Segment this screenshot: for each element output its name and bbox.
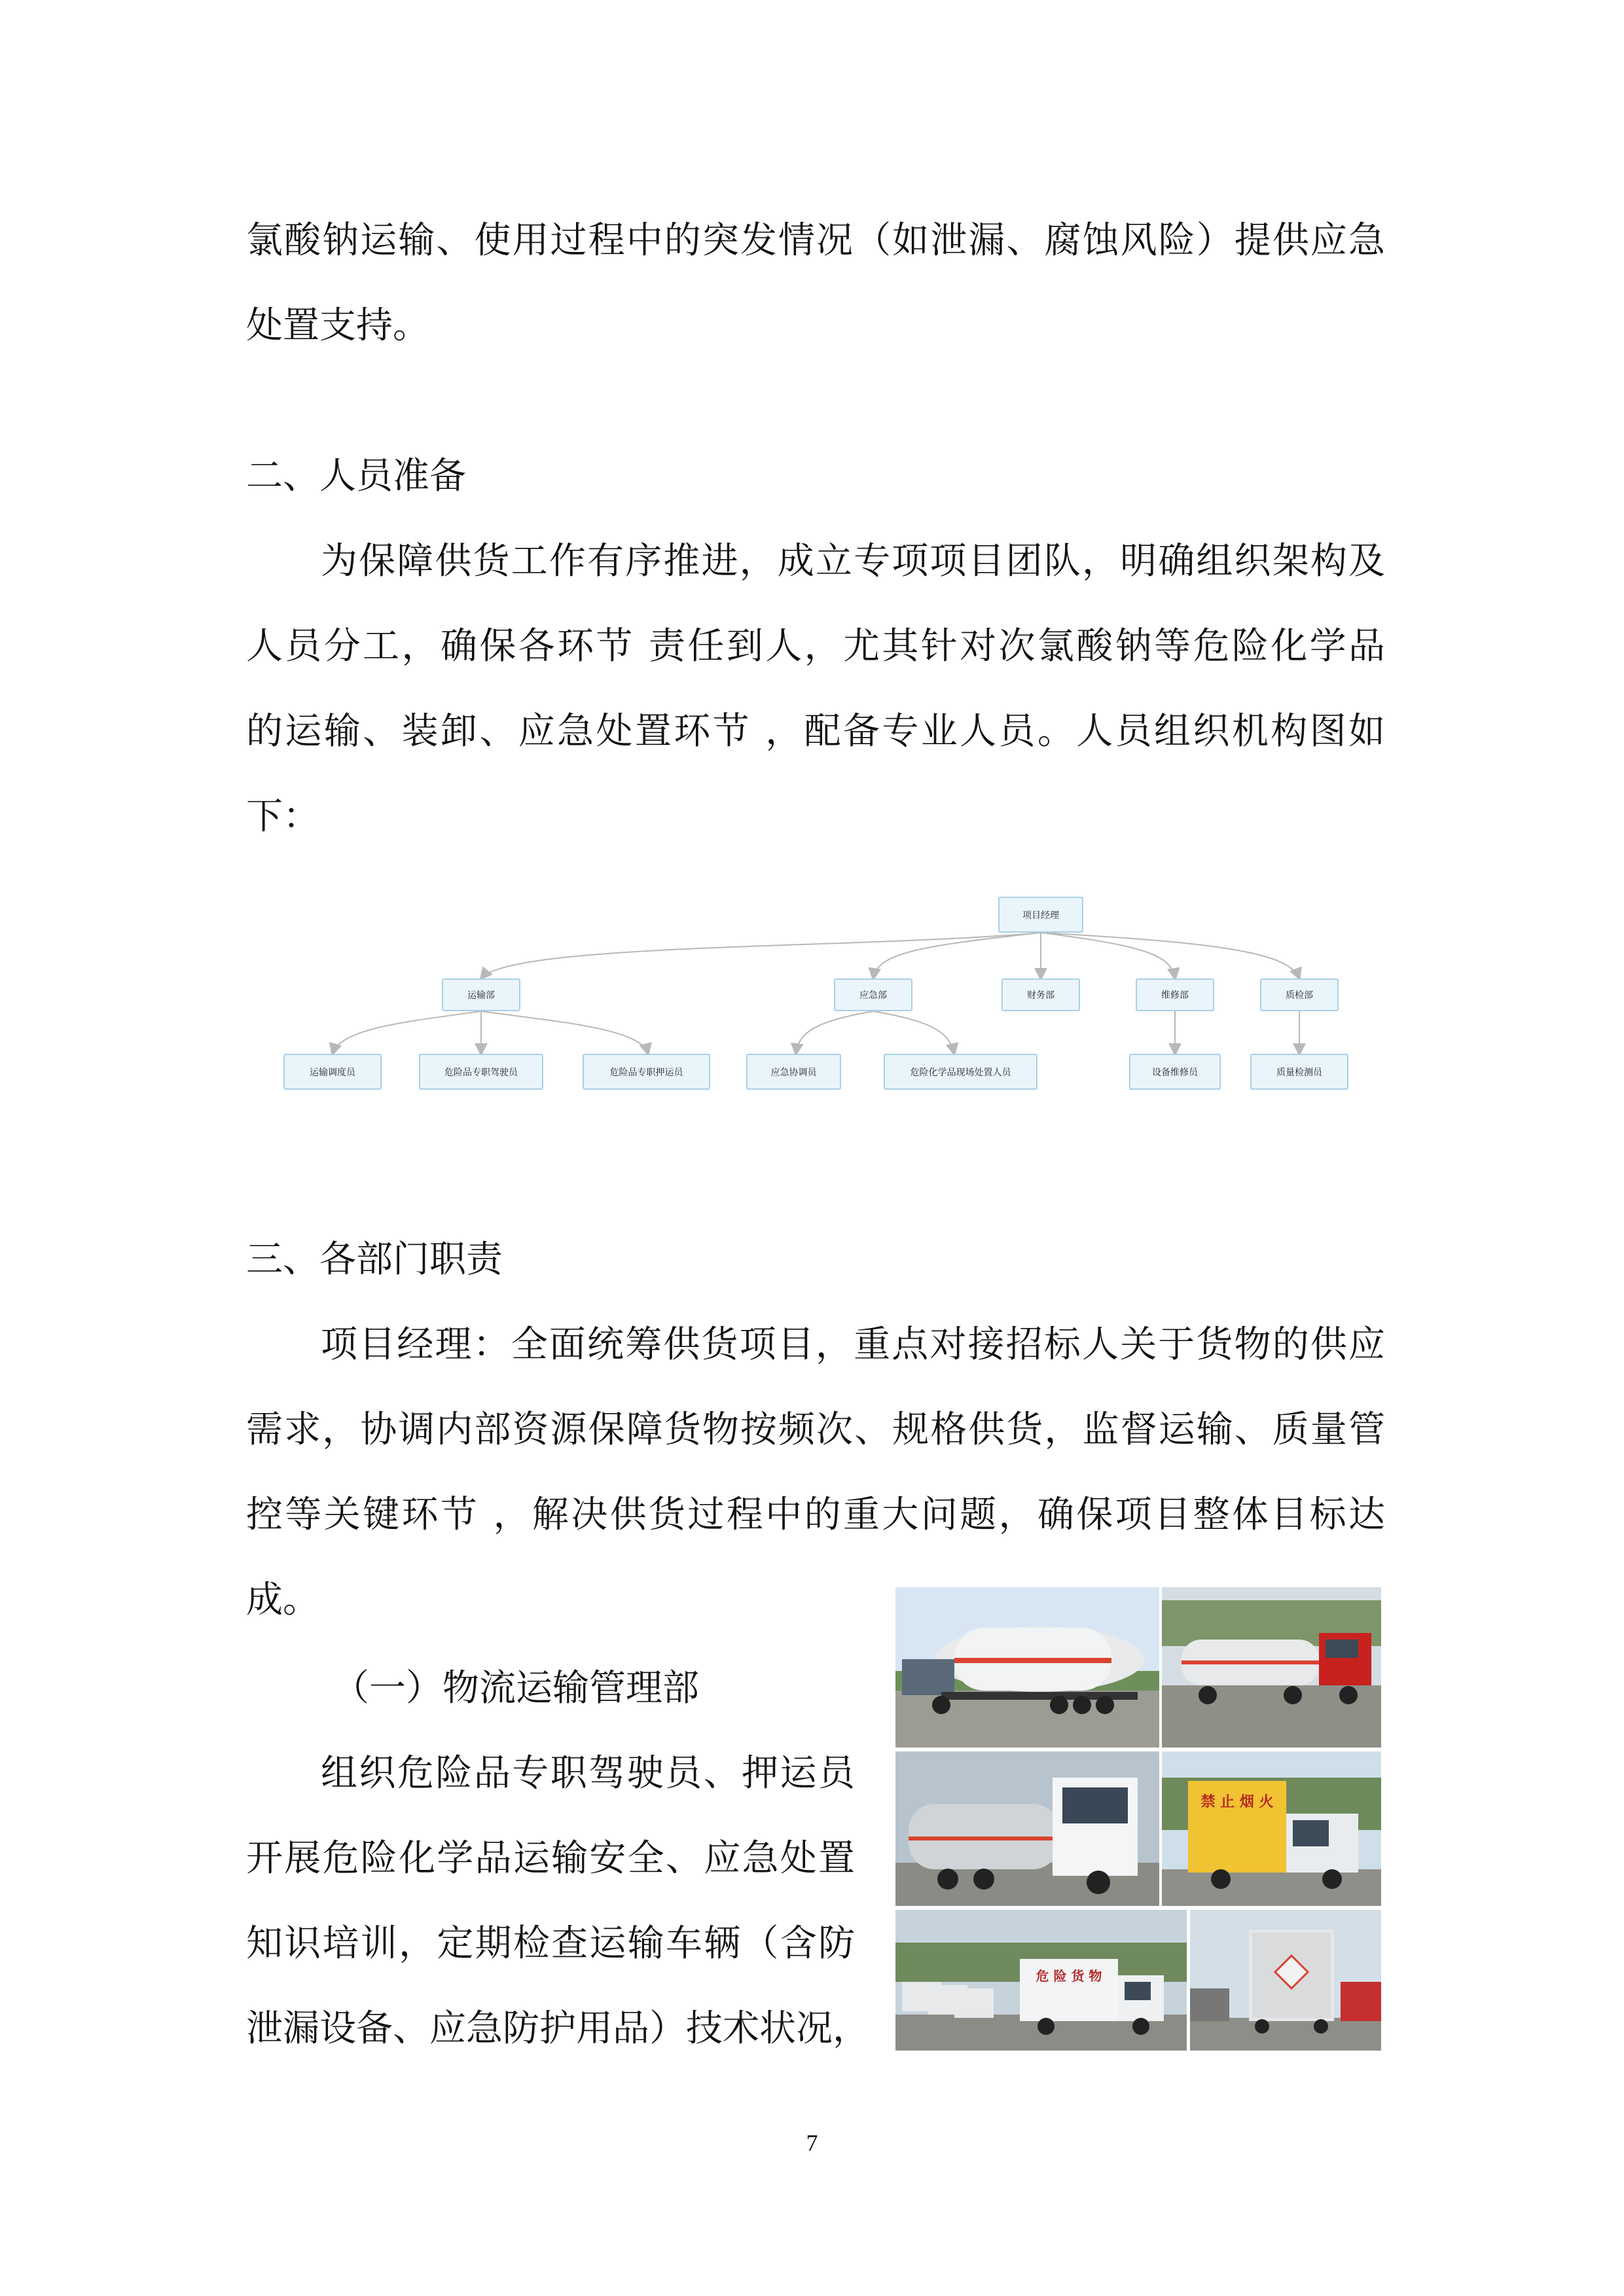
hazard-box-truck-photo — [1162, 1751, 1381, 1906]
paragraph-line: 控等关键环节 ，解决供货过程中的重大问题，确保项目整体目标达 — [246, 1494, 1385, 1536]
paragraph-line: 氯酸钠运输、使用过程中的突发情况（如泄漏、腐蚀风险）提供应急 — [246, 219, 1385, 262]
box-truck-rear-photo — [1190, 1910, 1381, 2051]
paragraph-line: 下： — [246, 795, 319, 838]
org-node-department: 质检部 — [1260, 978, 1339, 1011]
box-truck-fleet-photo — [895, 1910, 1187, 2051]
org-node-root: 项目经理 — [998, 897, 1083, 933]
truck-sign: 危 险 货 物 — [1036, 1968, 1102, 1984]
tanker-truck-white-photo — [895, 1751, 1159, 1906]
truck-sign: 禁 止 烟 火 — [1200, 1794, 1274, 1810]
org-chart-connectors — [268, 890, 1381, 1126]
tanker-truck-red-photo — [1162, 1587, 1381, 1748]
paragraph-line: 项目经理：全面统筹供货项目，重点对接招标人关于货物的供应 — [321, 1323, 1385, 1366]
org-node-staff: 危险化学品现场处置人员 — [884, 1054, 1038, 1090]
paragraph-line: 人员分工，确保各环节 责任到人，尤其针对次氯酸钠等危险化学品 — [246, 625, 1385, 668]
paragraph-line: 成。 — [246, 1579, 319, 1621]
org-node-department: 运输部 — [442, 978, 520, 1011]
paragraph-line: 为保障供货工作有序推进，成立专项项目团队，明确组织架构及 — [321, 540, 1385, 583]
paragraph-line: 知识培训，定期检查运输车辆（含防 — [246, 1922, 855, 1965]
paragraph-line: 组织危险品专职驾驶员、押运员 — [321, 1752, 855, 1795]
org-node-staff: 质量检测员 — [1250, 1054, 1348, 1090]
paragraph-line: 泄漏设备、应急防护用品）技术状况， — [246, 2007, 869, 2050]
section-heading: 三、各部门职责 — [246, 1238, 503, 1281]
org-node-department: 财务部 — [1001, 978, 1080, 1011]
org-node-staff: 应急协调员 — [746, 1054, 841, 1090]
org-node-staff: 设备维修员 — [1129, 1054, 1221, 1090]
tanker-semitrailer-photo — [895, 1587, 1159, 1748]
paragraph-line: 的运输、装卸、应急处置环节 ，配备专业人员。人员组织机构图如 — [246, 710, 1385, 753]
org-node-staff: 运输调度员 — [283, 1054, 382, 1090]
org-node-staff: 危险品专职驾驶员 — [419, 1054, 543, 1090]
org-node-department: 维修部 — [1136, 978, 1214, 1011]
paragraph-line: 需求，协调内部资源保障货物按频次、规格供货，监督运输、质量管 — [246, 1408, 1385, 1451]
section-heading: 二、人员准备 — [246, 455, 466, 497]
paragraph-line: 开展危险化学品运输安全、应急处置 — [246, 1837, 855, 1880]
org-node-department: 应急部 — [834, 978, 912, 1011]
subheading: （一）物流运输管理部 — [333, 1667, 699, 1710]
org-chart — [268, 890, 1381, 1126]
org-node-staff: 危险品专职押运员 — [583, 1054, 710, 1090]
page-number: 7 — [806, 2130, 818, 2156]
paragraph-line: 处置支持。 — [246, 304, 429, 347]
